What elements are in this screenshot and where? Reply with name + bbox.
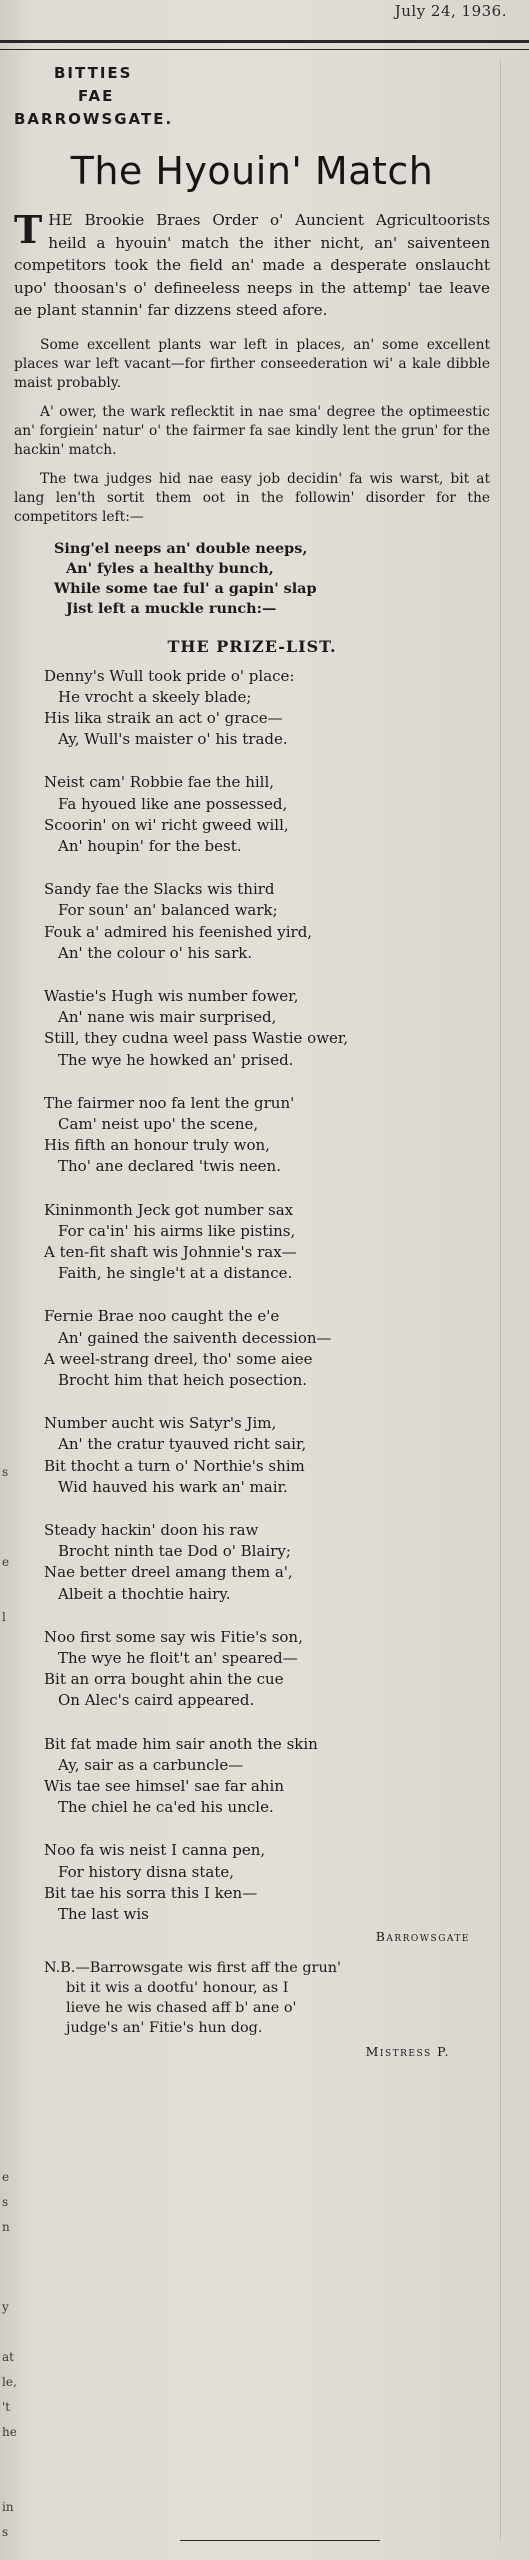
stanza-line: Fa hyoued like ane possessed, <box>58 794 288 813</box>
stanza-line: For history disna state, <box>58 1862 234 1881</box>
stanza-line: Sandy fae the Slacks wis third <box>44 880 275 899</box>
nb-line: N.B.—Barrowsgate wis first aff the grun' <box>44 1960 341 1977</box>
stanza-line: Bit thocht a turn o' Northie's shim <box>44 1456 305 1475</box>
stanza-line: Albeit a thochtie hairy. <box>58 1584 231 1603</box>
column-divider <box>500 60 501 2540</box>
stanza-line: His lika straik an act o' grace— <box>44 708 283 727</box>
nb-line: judge's an' Fitie's hun dog. <box>66 2020 263 2037</box>
margin-fragment: he <box>2 2425 17 2439</box>
verse-line: While some tae ful' a gapin' slap <box>54 579 317 597</box>
stanza-line: Steady hackin' doon his raw <box>44 1521 259 1539</box>
stanza-line: Noo fa wis neist I canna pen, <box>44 1841 266 1860</box>
stanza-line: Neist cam' Robbie fae the hill, <box>44 773 275 792</box>
stanza-line: Wis tae see himsel' sae far ahin <box>44 1777 284 1796</box>
stanza <box>44 1734 490 1819</box>
series-line-3: BARROWSGATE. <box>14 110 174 128</box>
stanza-line: Kininmonth Jeck got number sax <box>44 1200 294 1219</box>
series-line-2: FAE <box>78 87 115 105</box>
nota-bene <box>44 1958 490 2038</box>
margin-fragment: s <box>2 2195 9 2209</box>
stanza-line: The last wis <box>58 1905 149 1924</box>
article-headline: The Hyouin' Match <box>70 149 434 193</box>
stanza <box>44 879 490 964</box>
stanza-line: Still, they cudna weel pass Wastie ower, <box>44 1029 349 1048</box>
stanza-line: For ca'in' his airms like pistins, <box>58 1221 296 1240</box>
signature-barrowsgate: Barrowsgate <box>375 1929 470 1945</box>
stanza-line: Faith, he single't at a distance. <box>58 1264 293 1283</box>
stanza <box>44 1306 490 1391</box>
stanza-line: Fouk a' admired his feenished yird, <box>44 922 313 941</box>
stanza-line: A ten-fit shaft wis Johnnie's rax— <box>44 1242 297 1261</box>
prize-list-title: THE PRIZE-LIST. <box>167 636 337 656</box>
series-line-1: BITTIES <box>54 64 133 82</box>
stanza <box>44 1520 490 1605</box>
margin-fragment: y <box>2 2300 9 2314</box>
stanza-line: Ay, sair as a carbuncle— <box>58 1755 244 1774</box>
stanza-line: Scoorin' on wi' richt gweed will, <box>44 815 289 834</box>
stanza <box>44 1413 490 1498</box>
stanza-line: Brocht ninth tae Dod o' Blairy; <box>58 1542 291 1561</box>
issue-date: July 24, 1936. <box>394 2 507 20</box>
stanza-line: Cam' neist upo' the scene, <box>58 1114 259 1133</box>
margin-fragment: s <box>2 2525 9 2539</box>
stanza <box>44 1840 490 1925</box>
stanza-line: An' the colour o' his sark. <box>58 943 253 962</box>
stanza-line: Bit fat made him sair anoth the skin <box>44 1734 318 1753</box>
stanza-line: Wid hauved his wark an' mair. <box>58 1477 288 1496</box>
series-heading <box>14 62 490 131</box>
verse-line: An' fyles a healthy bunch, <box>66 559 274 577</box>
bottom-rule <box>180 2540 380 2541</box>
stanza <box>44 986 490 1071</box>
stanza-line: For soun' an' balanced wark; <box>58 901 278 920</box>
stanza-line: A weel-strang dreel, tho' some aiee <box>44 1349 313 1368</box>
stanza-line: Ay, Wull's maister o' his trade. <box>58 730 288 749</box>
margin-fragment: n <box>2 2220 10 2234</box>
paragraph: A' ower, the wark reflecktit in nae sma' degree the optimeestic an' forgiein' natur' o' the fairmer fa sae kindly lent the grun' for the hackin' match. <box>14 403 490 458</box>
stanza-line: Wastie's Hugh wis number fower, <box>44 986 299 1005</box>
stanza-list <box>14 666 490 1926</box>
stanza-line: Bit an orra bought ahin the cue <box>44 1670 284 1689</box>
stanza-line: Denny's Wull took pride o' place: <box>44 666 295 685</box>
stanza-line: An' nane wis mair surprised, <box>58 1008 277 1027</box>
article-column <box>14 62 490 2059</box>
margin-fragment: e <box>2 1555 10 1569</box>
stanza-line: Noo first some say wis Fitie's son, <box>44 1627 303 1646</box>
margin-fragment: 't <box>2 2400 11 2414</box>
signature-mistress: Mistress P. <box>365 2044 450 2060</box>
margin-fragment: s <box>2 1465 9 1479</box>
stanza-line: An' the cratur tyauved richt sair, <box>58 1435 307 1454</box>
stanza <box>44 1093 490 1178</box>
stanza-line: The wye he howked an' prised. <box>58 1050 294 1069</box>
margin-fragment: at <box>2 2350 14 2364</box>
margin-fragment: in <box>2 2500 14 2514</box>
stanza-line: An' houpin' for the best. <box>58 836 242 855</box>
stanza-line: The chiel he ca'ed his uncle. <box>58 1798 274 1817</box>
stanza-line: Bit tae his sorra this I ken— <box>44 1883 258 1902</box>
stanza <box>44 666 490 751</box>
stanza-line: Brocht him that heich posection. <box>58 1370 308 1389</box>
stanza-line: Fernie Brae noo caught the e'e <box>44 1307 280 1326</box>
intro-verse <box>54 539 490 619</box>
lead-paragraph <box>14 209 490 322</box>
paragraph: Some excellent plants war left in places, an' some excellent places war left vacant—for firther conseederation wi' a kale dibble maist probably. <box>14 336 490 391</box>
verse-line: Sing'el neeps an' double neeps, <box>54 539 308 557</box>
drop-cap: T <box>14 207 43 252</box>
stanza-line: The wye he floit't an' speared— <box>58 1649 298 1668</box>
stanza-line: Tho' ane declared 'twis neen. <box>58 1157 281 1176</box>
stanza-line: An' gained the saiventh decession— <box>58 1328 332 1347</box>
nb-line: lieve he wis chased aff b' ane o' <box>66 2000 297 2017</box>
stanza-line: Number aucht wis Satyr's Jim, <box>44 1414 277 1433</box>
paragraph: The twa judges hid nae easy job decidin' fa wis warst, bit at lang len'th sortit them oot in the followin' disorder for the competitors left:— <box>14 470 490 525</box>
stanza-line: Nae better dreel amang them a', <box>44 1563 293 1582</box>
margin-fragment: l <box>2 1610 6 1624</box>
verse-line: Jist left a muckle runch:— <box>66 599 277 617</box>
stanza <box>44 772 490 857</box>
lead-text: HE Brookie Braes Order o' Auncient Agricultoorists heild a hyouin' match the ither nicht, an' saiventeen competitors took the field an' made a desperate onslaucht upo' thoosan's o' defineeless neeps in the attemp' tae leave ae plant stannin' far dizzens steed afore. <box>14 211 490 319</box>
nb-line: bit it wis a dootfu' honour, as I <box>66 1980 289 1997</box>
stanza-line: On Alec's caird appeared. <box>58 1691 255 1710</box>
stanza <box>44 1200 490 1285</box>
margin-fragment: e <box>2 2170 10 2184</box>
stanza-line: The fairmer noo fa lent the grun' <box>44 1093 295 1112</box>
margin-fragment: le, <box>2 2375 17 2389</box>
stanza-line: He vrocht a skeely blade; <box>58 687 252 706</box>
stanza-line: His fifth an honour truly won, <box>44 1136 270 1155</box>
top-rule <box>0 40 529 50</box>
stanza <box>44 1627 490 1712</box>
